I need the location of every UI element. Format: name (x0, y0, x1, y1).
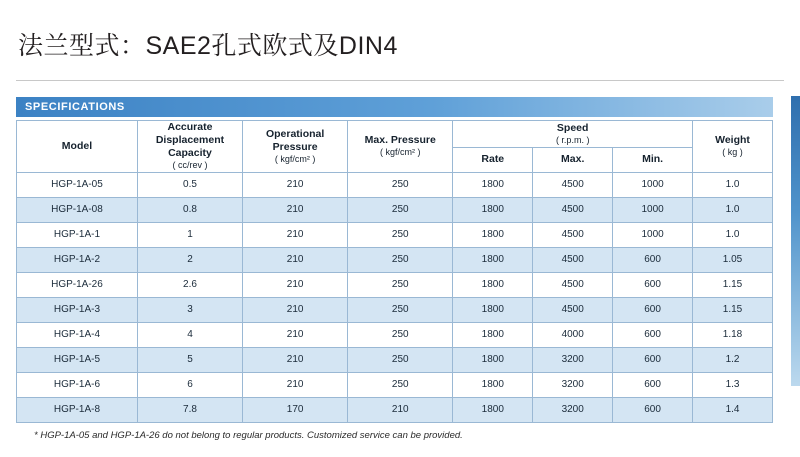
table-row (17, 322, 773, 347)
specifications-title-bar (16, 97, 773, 117)
cell-max: 4000 (533, 322, 613, 347)
cell-rate: 1800 (453, 347, 533, 372)
cell-rate: 1800 (453, 397, 533, 422)
header-displacement (137, 121, 242, 173)
cell-min: 600 (613, 372, 693, 397)
table-row (17, 272, 773, 297)
header-weight-unit: ( kg ) (722, 147, 743, 158)
cell-weight: 1.0 (693, 172, 773, 197)
cell-max_pressure: 250 (348, 222, 453, 247)
right-accent-bar (791, 96, 800, 386)
table-row (17, 397, 773, 422)
cell-max: 4500 (533, 272, 613, 297)
header-speed-min: Min. (613, 148, 693, 173)
header-operational-pressure (243, 121, 348, 173)
cell-model: HGP-1A-1 (17, 222, 138, 247)
cell-weight: 1.0 (693, 197, 773, 222)
cell-max_pressure: 250 (348, 322, 453, 347)
cell-model: HGP-1A-5 (17, 347, 138, 372)
cell-max: 4500 (533, 197, 613, 222)
header-speed-max: Max. (533, 148, 613, 173)
cell-op_pressure: 210 (243, 322, 348, 347)
cell-max_pressure: 250 (348, 297, 453, 322)
header-max-pressure-unit: ( kgf/cm² ) (380, 147, 421, 158)
cell-model: HGP-1A-05 (17, 172, 138, 197)
cell-model: HGP-1A-08 (17, 197, 138, 222)
cell-model: HGP-1A-6 (17, 372, 138, 397)
cell-weight: 1.3 (693, 372, 773, 397)
table-row (17, 347, 773, 372)
header-operational-pressure-unit: ( kgf/cm² ) (274, 153, 316, 164)
specifications-title: SPECIFICATIONS (25, 101, 125, 113)
cell-op_pressure: 210 (243, 172, 348, 197)
specifications-table (16, 120, 773, 423)
header-model: Model (17, 121, 138, 173)
cell-op_pressure: 210 (243, 297, 348, 322)
cell-displacement: 2.6 (137, 272, 242, 297)
header-divider (16, 80, 784, 81)
cell-rate: 1800 (453, 172, 533, 197)
cell-model: HGP-1A-26 (17, 272, 138, 297)
cell-rate: 1800 (453, 322, 533, 347)
header-speed-label: Speed (556, 121, 589, 134)
cell-min: 600 (613, 297, 693, 322)
header-displacement-label: Accurate Displacement Capacity (155, 121, 225, 160)
cell-op_pressure: 210 (243, 372, 348, 397)
cell-rate: 1800 (453, 297, 533, 322)
cell-displacement: 3 (137, 297, 242, 322)
table-body (17, 172, 773, 422)
header-displacement-unit: ( cc/rev ) (172, 160, 208, 171)
cell-weight: 1.0 (693, 222, 773, 247)
cell-weight: 1.4 (693, 397, 773, 422)
table-row (17, 172, 773, 197)
cell-weight: 1.2 (693, 347, 773, 372)
cell-min: 1000 (613, 197, 693, 222)
cell-rate: 1800 (453, 197, 533, 222)
header-operational-pressure-label: Operational Pressure (265, 127, 325, 153)
cell-op_pressure: 210 (243, 272, 348, 297)
cell-min: 1000 (613, 222, 693, 247)
cell-rate: 1800 (453, 272, 533, 297)
specifications-section (16, 97, 786, 441)
table-head (17, 121, 773, 173)
cell-min: 600 (613, 397, 693, 422)
cell-max: 4500 (533, 172, 613, 197)
cell-min: 600 (613, 272, 693, 297)
cell-max_pressure: 250 (348, 347, 453, 372)
cell-weight: 1.18 (693, 322, 773, 347)
cell-max_pressure: 250 (348, 372, 453, 397)
table-row (17, 222, 773, 247)
cell-max: 3200 (533, 347, 613, 372)
cell-model: HGP-1A-2 (17, 247, 138, 272)
cell-max: 4500 (533, 222, 613, 247)
cell-op_pressure: 210 (243, 347, 348, 372)
cell-max_pressure: 250 (348, 172, 453, 197)
cell-rate: 1800 (453, 372, 533, 397)
header-max-pressure (348, 121, 453, 173)
header-row-top (17, 121, 773, 148)
cell-max_pressure: 250 (348, 272, 453, 297)
cell-model: HGP-1A-4 (17, 322, 138, 347)
header-weight-label: Weight (715, 134, 750, 147)
cell-min: 600 (613, 247, 693, 272)
cell-max: 3200 (533, 372, 613, 397)
cell-displacement: 0.5 (137, 172, 242, 197)
cell-min: 600 (613, 322, 693, 347)
cell-max_pressure: 250 (348, 197, 453, 222)
cell-weight: 1.05 (693, 247, 773, 272)
cell-min: 1000 (613, 172, 693, 197)
cell-op_pressure: 210 (243, 247, 348, 272)
table-row (17, 197, 773, 222)
cell-displacement: 0.8 (137, 197, 242, 222)
cell-displacement: 7.8 (137, 397, 242, 422)
header-speed-rate: Rate (453, 148, 533, 173)
cell-displacement: 4 (137, 322, 242, 347)
cell-op_pressure: 210 (243, 197, 348, 222)
cell-weight: 1.15 (693, 272, 773, 297)
cell-max: 3200 (533, 397, 613, 422)
page-title: 法兰型式：SAE2孔式欧式及DIN4 (18, 32, 398, 60)
cell-min: 600 (613, 347, 693, 372)
table-row (17, 372, 773, 397)
cell-max_pressure: 210 (348, 397, 453, 422)
table-footnote: * HGP-1A-05 and HGP-1A-26 do not belong to regular products. Customized service can be provided. (34, 429, 463, 441)
cell-displacement: 2 (137, 247, 242, 272)
cell-model: HGP-1A-8 (17, 397, 138, 422)
header-max-pressure-label: Max. Pressure (364, 134, 436, 147)
cell-displacement: 5 (137, 347, 242, 372)
cell-op_pressure: 170 (243, 397, 348, 422)
cell-model: HGP-1A-3 (17, 297, 138, 322)
cell-max: 4500 (533, 247, 613, 272)
table-row (17, 247, 773, 272)
cell-displacement: 1 (137, 222, 242, 247)
header-weight (693, 121, 773, 173)
cell-rate: 1800 (453, 222, 533, 247)
header-speed (453, 121, 693, 148)
header-speed-unit: ( r.p.m. ) (555, 134, 590, 145)
cell-rate: 1800 (453, 247, 533, 272)
cell-op_pressure: 210 (243, 222, 348, 247)
cell-displacement: 6 (137, 372, 242, 397)
cell-max: 4500 (533, 297, 613, 322)
cell-max_pressure: 250 (348, 247, 453, 272)
table-row (17, 297, 773, 322)
cell-weight: 1.15 (693, 297, 773, 322)
